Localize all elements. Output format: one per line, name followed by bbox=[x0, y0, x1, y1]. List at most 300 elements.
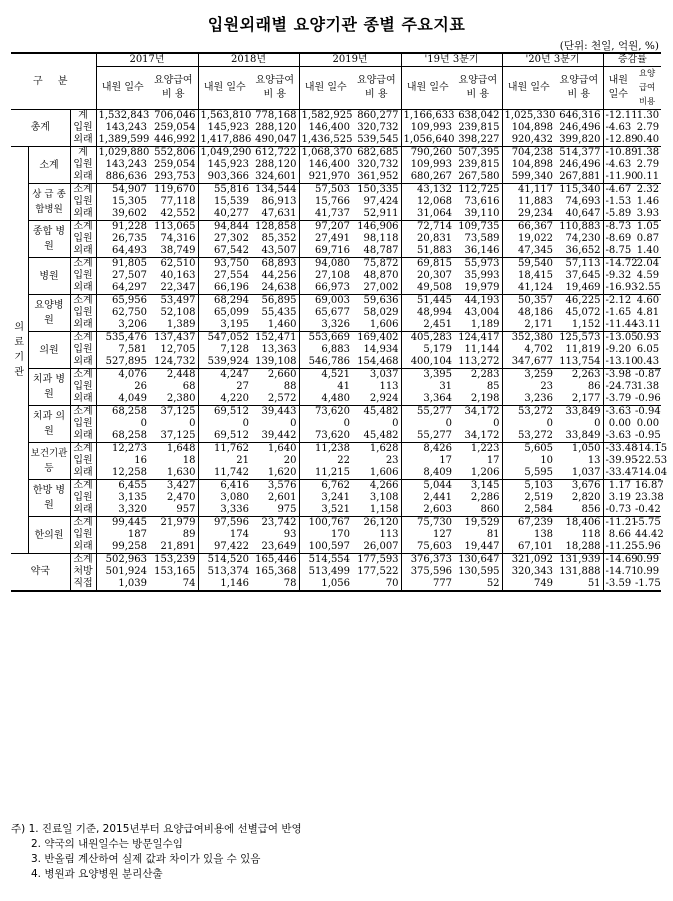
row-sub-label: 소계 bbox=[70, 295, 96, 308]
table-cell: 128,858 bbox=[251, 221, 299, 234]
table-cell: 98,118 bbox=[352, 233, 401, 245]
table-cell: 3,195 bbox=[220, 319, 250, 330]
table-cell: 93 bbox=[251, 529, 299, 541]
table-cell: 1,436,525 bbox=[301, 134, 353, 145]
table-cell: 1,628 bbox=[352, 443, 401, 456]
table-cell: 69,815 bbox=[401, 258, 454, 271]
table-cell: 143,243 bbox=[105, 122, 147, 133]
table-cell: 3,576 bbox=[251, 480, 299, 493]
table-cell: 11,215 bbox=[315, 467, 351, 478]
table-cell: 73,589 bbox=[454, 233, 502, 245]
table-row bbox=[11, 406, 661, 419]
table-cell: 23.38 bbox=[635, 492, 664, 503]
table-cell: -14.71 bbox=[605, 566, 638, 577]
table-cell: 33,849 bbox=[555, 430, 603, 443]
table-cell: 91,805 bbox=[96, 258, 149, 271]
table-cell: 19,469 bbox=[555, 282, 603, 295]
note-4: 4. 병원과 요양병원 분리산출 bbox=[31, 868, 163, 880]
table-cell: 1,037 bbox=[555, 467, 603, 480]
table-cell: 2,584 bbox=[524, 504, 554, 515]
row-sub-label: 입원 bbox=[70, 196, 96, 208]
table-cell: 0 bbox=[343, 418, 351, 429]
table-row bbox=[11, 307, 661, 319]
table-cell: 174 bbox=[229, 529, 250, 540]
table-cell: 3,108 bbox=[352, 492, 401, 504]
header-row-years bbox=[11, 53, 661, 67]
table-cell: 1,039 bbox=[96, 578, 149, 591]
table-cell: 109,993 bbox=[410, 159, 453, 170]
table-cell: 239,815 bbox=[454, 159, 502, 171]
table-cell: -14.04 bbox=[635, 467, 668, 478]
table-cell: -13.10 bbox=[605, 356, 638, 367]
row-sub-label: 외래 bbox=[70, 319, 96, 332]
table-cell: 36,146 bbox=[454, 245, 502, 258]
table-cell: 143,243 bbox=[105, 159, 147, 170]
table-cell: 130,595 bbox=[454, 566, 502, 578]
table-cell: 37,645 bbox=[555, 270, 603, 282]
table-row bbox=[11, 245, 661, 258]
table-cell: 39,602 bbox=[112, 208, 147, 219]
table-cell: -1.75 bbox=[635, 578, 661, 589]
table-cell: 26,735 bbox=[112, 233, 147, 244]
table-cell: 347,677 bbox=[511, 356, 554, 367]
table-cell: 1,640 bbox=[251, 443, 299, 456]
table-cell: 47,345 bbox=[518, 245, 554, 256]
group-label: 한의원 bbox=[28, 517, 70, 554]
row-sub-label: 외래 bbox=[70, 282, 96, 295]
table-cell: 57,113 bbox=[555, 258, 603, 271]
row-sub-label: 입원 bbox=[70, 270, 96, 282]
table-cell: 1,563,810 bbox=[200, 110, 252, 121]
table-cell: -1.65 bbox=[605, 307, 632, 318]
table-cell: 43,004 bbox=[454, 307, 502, 319]
table-cell: 53,272 bbox=[518, 430, 554, 441]
table-cell: 5,044 bbox=[401, 480, 454, 493]
table-cell: -12.11 bbox=[605, 110, 638, 121]
table-cell: 11,762 bbox=[198, 443, 251, 456]
table-cell: -5.96 bbox=[635, 541, 661, 552]
table-cell: 638,042 bbox=[454, 110, 502, 123]
table-cell: -11.25 bbox=[605, 541, 638, 552]
table-cell: 26,120 bbox=[352, 517, 401, 530]
table-cell: 239,815 bbox=[454, 122, 502, 134]
row-sub-label: 입원 bbox=[70, 455, 96, 467]
table-cell: 91,228 bbox=[96, 221, 149, 234]
table-cell: 293,753 bbox=[149, 171, 198, 184]
header-sub-3: 요양급여 비 용 bbox=[251, 67, 299, 110]
table-cell: 21,891 bbox=[149, 541, 198, 554]
notes bbox=[11, 822, 302, 882]
table-cell: 3,364 bbox=[423, 393, 453, 404]
table-cell: 146,400 bbox=[308, 159, 351, 170]
table-cell: 0 bbox=[251, 418, 299, 430]
table-cell: 405,283 bbox=[401, 332, 454, 345]
table-cell: 400,104 bbox=[410, 356, 453, 367]
table-cell: -14.72 bbox=[603, 258, 633, 271]
table-cell: 22,347 bbox=[149, 282, 198, 295]
table-cell: 65,677 bbox=[315, 307, 351, 318]
table-cell: -33.48 bbox=[603, 443, 633, 456]
table-cell: 73,620 bbox=[315, 430, 351, 441]
table-cell: 45,482 bbox=[352, 406, 401, 419]
table-cell: 1,068,370 bbox=[299, 147, 352, 160]
table-cell: 12,273 bbox=[96, 443, 149, 456]
table-cell: -3.63 bbox=[603, 406, 633, 419]
table-cell: 153,165 bbox=[149, 566, 198, 578]
table-cell: 3,080 bbox=[220, 492, 250, 503]
table-cell: 535,476 bbox=[96, 332, 149, 345]
table-cell: 1,532,843 bbox=[98, 110, 150, 121]
table-cell: 3,676 bbox=[555, 480, 603, 493]
table-cell: 109,993 bbox=[410, 122, 453, 133]
table-cell: -12.89 bbox=[605, 134, 638, 145]
table-cell: 5,595 bbox=[524, 467, 554, 478]
row-sub-label: 외래 bbox=[70, 245, 96, 258]
table-cell: -0.73 bbox=[605, 504, 632, 515]
table-cell: 682,685 bbox=[352, 147, 401, 160]
note-1: 주) 1. 진료일 기준, 2015년부터 요양급여비용에 선별급여 반영 bbox=[11, 823, 302, 835]
table-cell: 53,272 bbox=[502, 406, 555, 419]
table-cell: 54,907 bbox=[96, 184, 149, 197]
table-cell: 27 bbox=[236, 381, 250, 392]
table-cell: -3.59 bbox=[603, 578, 633, 591]
table-cell: 75,872 bbox=[352, 258, 401, 271]
table-cell: 100,597 bbox=[308, 541, 351, 552]
table-cell: 1,029,880 bbox=[96, 147, 149, 160]
row-sub-label: 외래 bbox=[70, 467, 96, 480]
table-cell: 11,144 bbox=[454, 344, 502, 356]
table-cell: 22 bbox=[337, 455, 351, 466]
table-cell: 259,054 bbox=[149, 159, 198, 171]
row-sub-label: 계 bbox=[70, 110, 96, 123]
table-cell: 1,460 bbox=[251, 319, 299, 332]
table-cell: 860,277 bbox=[352, 110, 401, 123]
table-cell: -11.90 bbox=[605, 171, 638, 182]
row-sub-label: 외래 bbox=[70, 208, 96, 221]
table-cell: 2,470 bbox=[149, 492, 198, 504]
table-cell: 138 bbox=[533, 529, 554, 540]
table-row bbox=[11, 443, 661, 456]
table-cell: 24,638 bbox=[251, 282, 299, 295]
table-cell: 4.81 bbox=[636, 307, 660, 318]
table-cell: -3.79 bbox=[605, 393, 632, 404]
table-cell: 66,367 bbox=[502, 221, 555, 234]
table-cell: 2,519 bbox=[524, 492, 554, 503]
table-cell: 20,307 bbox=[417, 270, 453, 281]
table-cell: 0.11 bbox=[636, 171, 660, 182]
table-cell: 1,049,290 bbox=[198, 147, 251, 160]
table-cell: 1,152 bbox=[555, 319, 603, 332]
table-cell: 446,992 bbox=[149, 134, 198, 147]
table-cell: 104,898 bbox=[511, 122, 554, 133]
table-cell: 43,507 bbox=[251, 245, 299, 258]
table-cell: 19,447 bbox=[454, 541, 502, 554]
table-cell: 52 bbox=[454, 578, 502, 591]
table-cell: 73,620 bbox=[299, 406, 352, 419]
header-row-sub bbox=[11, 67, 661, 110]
group-label: 치과 병원 bbox=[28, 369, 70, 406]
table-cell: 4.59 bbox=[636, 270, 660, 281]
table-cell: 153,239 bbox=[149, 554, 198, 567]
table-row bbox=[11, 578, 661, 591]
table-cell: 3,037 bbox=[352, 369, 401, 382]
group-label: 상 급 종합병원 bbox=[28, 184, 70, 221]
table-cell: -13.05 bbox=[603, 332, 633, 345]
table-cell: 399,820 bbox=[555, 134, 603, 147]
table-cell: 177,593 bbox=[352, 554, 401, 567]
table-cell: 145,923 bbox=[207, 159, 250, 170]
table-cell: 8,409 bbox=[423, 467, 453, 478]
table-cell: 361,952 bbox=[352, 171, 401, 184]
table-cell: 12,068 bbox=[417, 196, 453, 207]
table-cell: 0.00 bbox=[636, 418, 660, 429]
table-cell: 246,496 bbox=[555, 122, 603, 134]
table-cell: 13 bbox=[555, 455, 603, 467]
table-cell: 514,520 bbox=[198, 554, 251, 567]
table-cell: 36,652 bbox=[555, 245, 603, 258]
table-cell: 26 bbox=[134, 381, 147, 392]
group-label: 총계 bbox=[11, 110, 70, 147]
table-cell: 55,973 bbox=[454, 258, 502, 271]
header-sub-5: 요양급여 비 용 bbox=[352, 67, 401, 110]
table-cell: 0 bbox=[149, 418, 198, 430]
table-cell: 47,631 bbox=[251, 208, 299, 221]
table-cell: 11,819 bbox=[555, 344, 603, 356]
table-cell: 501,924 bbox=[105, 566, 147, 577]
table-cell: 547,052 bbox=[198, 332, 251, 345]
table-cell: 65,099 bbox=[214, 307, 250, 318]
table-cell: 169,402 bbox=[352, 332, 401, 345]
table-cell: 41,117 bbox=[502, 184, 555, 197]
table-cell: 1.05 bbox=[633, 221, 661, 234]
header-year-0: 2017년 bbox=[96, 53, 198, 67]
table-cell: 0.43 bbox=[636, 356, 660, 367]
table-cell: 48,186 bbox=[518, 307, 554, 318]
table-cell: -4.63 bbox=[605, 122, 632, 133]
table-cell: 125,573 bbox=[555, 332, 603, 345]
table-cell: 513,499 bbox=[308, 566, 351, 577]
table-cell: 5,179 bbox=[423, 344, 453, 355]
table-cell: 72,714 bbox=[401, 221, 454, 234]
header-category: 구 분 bbox=[11, 53, 96, 110]
table-cell: 1,166,633 bbox=[403, 110, 455, 121]
table-cell: 1,620 bbox=[251, 467, 299, 480]
table-cell: 2,451 bbox=[423, 319, 453, 330]
table-cell: 48,994 bbox=[417, 307, 453, 318]
table-cell: -22.53 bbox=[635, 455, 668, 466]
table-cell: 1.46 bbox=[636, 196, 660, 207]
table-cell: -4.67 bbox=[603, 184, 633, 197]
table-cell: 18,288 bbox=[555, 541, 603, 554]
table-cell: 110,883 bbox=[555, 221, 603, 234]
table-cell: 75,603 bbox=[417, 541, 453, 552]
table-cell: 50,357 bbox=[502, 295, 555, 308]
header-sub-8: 내원 일수 bbox=[502, 67, 555, 110]
row-sub-label: 처방 bbox=[70, 566, 96, 578]
row-sub-label: 소계 bbox=[70, 554, 96, 567]
table-cell: 31,064 bbox=[417, 208, 453, 219]
unit-label: (단위: 천일, 억원, %) bbox=[559, 40, 659, 52]
table-cell: 2,601 bbox=[251, 492, 299, 504]
row-sub-label: 입원 bbox=[70, 122, 96, 134]
table-cell: 2,177 bbox=[555, 393, 603, 406]
group-label: 한방 병원 bbox=[28, 480, 70, 517]
table-cell: 3,427 bbox=[149, 480, 198, 493]
header-sub-10: 내원 일수 bbox=[603, 67, 633, 110]
table-cell: 3,236 bbox=[524, 393, 554, 404]
table-cell: 6,455 bbox=[96, 480, 149, 493]
table-cell: -0.42 bbox=[635, 504, 661, 515]
table-cell: -11.21 bbox=[603, 517, 633, 530]
header-sub-11: 요양 급여 비용 bbox=[633, 67, 661, 110]
table-cell: -33.47 bbox=[605, 467, 638, 478]
header-year-5: 증감률 bbox=[603, 53, 661, 67]
table-cell: 70 bbox=[352, 578, 401, 591]
table-cell: 2.79 bbox=[636, 122, 660, 133]
table-cell: 48,787 bbox=[352, 245, 401, 258]
table-cell: 37,125 bbox=[149, 406, 198, 419]
table-cell: 267,881 bbox=[555, 171, 603, 184]
table-row bbox=[11, 110, 661, 123]
table-cell: 66,196 bbox=[214, 282, 250, 293]
table-cell: 352,380 bbox=[502, 332, 555, 345]
row-sub-label: 외래 bbox=[70, 504, 96, 517]
table-cell: 39,110 bbox=[454, 208, 502, 221]
table-cell: 4,266 bbox=[352, 480, 401, 493]
table-cell: 55,277 bbox=[401, 406, 454, 419]
table-cell: 4,049 bbox=[118, 393, 147, 404]
row-sub-label: 입원 bbox=[70, 529, 96, 541]
table-cell: 599,340 bbox=[511, 171, 554, 182]
table-row bbox=[11, 147, 661, 160]
table-cell: 97,207 bbox=[299, 221, 352, 234]
table-cell: 40,277 bbox=[214, 208, 250, 219]
table-cell: 78 bbox=[251, 578, 299, 591]
table-cell: 10 bbox=[540, 455, 554, 466]
table-cell: 324,601 bbox=[251, 171, 299, 184]
table-cell: 41 bbox=[337, 381, 351, 392]
table-cell: 3,395 bbox=[401, 369, 454, 382]
table-cell: 1,050 bbox=[555, 443, 603, 456]
table-row bbox=[11, 233, 661, 245]
table-cell: 1,582,925 bbox=[301, 110, 353, 121]
table-cell: 19,022 bbox=[518, 233, 554, 244]
medical-institution-label bbox=[11, 147, 28, 554]
table-cell: 3,521 bbox=[321, 504, 351, 515]
table-cell: 514,554 bbox=[299, 554, 352, 567]
table-cell: 38,749 bbox=[149, 245, 198, 258]
table-cell: 115,340 bbox=[555, 184, 603, 197]
table-cell: 56,895 bbox=[251, 295, 299, 308]
table-cell: 14,934 bbox=[352, 344, 401, 356]
table-cell: 4,521 bbox=[299, 369, 352, 382]
group-label: 약국 bbox=[11, 554, 70, 592]
table-cell: 21 bbox=[236, 455, 250, 466]
header-sub-2: 내원 일수 bbox=[198, 67, 251, 110]
table-cell: 321,092 bbox=[502, 554, 555, 567]
table-row bbox=[11, 467, 661, 480]
table-cell: -3.63 bbox=[605, 430, 632, 441]
table-cell: 74,230 bbox=[555, 233, 603, 245]
table-cell: 94,080 bbox=[299, 258, 352, 271]
table-cell: 51,883 bbox=[417, 245, 453, 256]
table-cell: -4.63 bbox=[605, 159, 632, 170]
table-cell: 6,416 bbox=[198, 480, 251, 493]
table-cell: 7,581 bbox=[118, 344, 147, 355]
table-cell: 52,108 bbox=[149, 307, 198, 319]
header-sub-9: 요양급여 비 용 bbox=[555, 67, 603, 110]
table-cell: -14.69 bbox=[603, 554, 633, 567]
table-row bbox=[11, 356, 661, 369]
table-cell: 62,750 bbox=[112, 307, 147, 318]
table-cell: 165,368 bbox=[251, 566, 299, 578]
table-cell: 320,732 bbox=[352, 159, 401, 171]
table-cell: 97,596 bbox=[198, 517, 251, 530]
table-cell: 57,503 bbox=[299, 184, 352, 197]
table-cell: 4,220 bbox=[220, 393, 250, 404]
table-cell: 2,603 bbox=[423, 504, 453, 515]
table-cell: 130,647 bbox=[454, 554, 502, 567]
table-cell: 41,124 bbox=[518, 282, 554, 293]
table-cell: -5.75 bbox=[635, 517, 661, 528]
table-row bbox=[11, 517, 661, 530]
table-cell: 69,512 bbox=[214, 430, 250, 441]
table-cell: 2,171 bbox=[524, 319, 554, 330]
table-cell: 100,767 bbox=[299, 517, 352, 530]
table-cell: 320,343 bbox=[511, 566, 554, 577]
stats-table bbox=[11, 52, 668, 592]
table-cell: 0 bbox=[445, 418, 453, 429]
table-cell: 69,003 bbox=[299, 295, 352, 308]
table-cell: -0.94 bbox=[635, 406, 661, 417]
table-cell: 1,025,330 bbox=[504, 110, 556, 121]
table-cell: 94,844 bbox=[198, 221, 251, 234]
table-cell: 127 bbox=[432, 529, 453, 540]
table-cell: 86 bbox=[555, 381, 603, 393]
table-cell: 45,072 bbox=[555, 307, 603, 319]
table-cell: 48,870 bbox=[352, 270, 401, 282]
table-cell: 177,522 bbox=[352, 566, 401, 578]
table-row bbox=[11, 566, 661, 578]
table-cell: 19,529 bbox=[454, 517, 502, 530]
table-cell: 49,508 bbox=[417, 282, 453, 293]
table-cell: 975 bbox=[251, 504, 299, 517]
table-cell: 45,482 bbox=[352, 430, 401, 443]
table-cell: 1,223 bbox=[454, 443, 502, 456]
table-cell: 11,883 bbox=[518, 196, 554, 207]
table-cell: 89 bbox=[149, 529, 198, 541]
medical-institution-text: 의 료 기 관 bbox=[14, 322, 25, 378]
table-cell: 93,750 bbox=[198, 258, 251, 271]
table-cell: 7,128 bbox=[220, 344, 250, 355]
table-cell: 35,993 bbox=[454, 270, 502, 282]
table-cell: 99,445 bbox=[96, 517, 149, 530]
table-cell: 490,047 bbox=[251, 134, 299, 147]
row-sub-label: 소계 bbox=[70, 221, 96, 234]
table-cell: 1,206 bbox=[454, 467, 502, 480]
table-cell: 134,544 bbox=[251, 184, 299, 197]
table-cell: 1.38 bbox=[636, 381, 660, 392]
table-cell: 376,373 bbox=[401, 554, 454, 567]
row-sub-label: 소계 bbox=[70, 184, 96, 197]
table-cell: 165,446 bbox=[251, 554, 299, 567]
table-cell: 704,238 bbox=[502, 147, 555, 160]
table-cell: -0.87 bbox=[635, 369, 661, 380]
table-cell: 18 bbox=[149, 455, 198, 467]
row-sub-label: 입원 bbox=[70, 159, 96, 171]
table-cell: 99,258 bbox=[112, 541, 147, 552]
table-row bbox=[11, 381, 661, 393]
